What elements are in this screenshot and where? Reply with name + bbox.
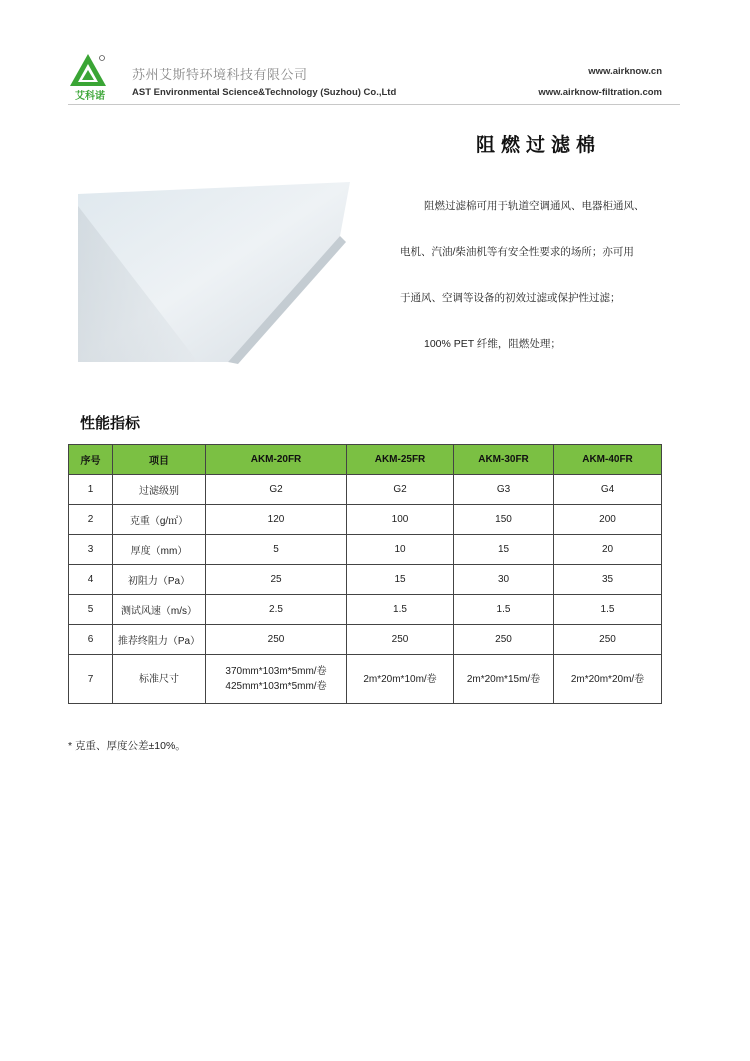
table-cell: 120 [206,505,347,535]
table-cell: 5 [206,535,347,565]
table-cell: 2.5 [206,595,347,625]
table-cell: 测试风速（m/s） [113,595,206,625]
table-cell: 标准尺寸 [113,655,206,704]
table-cell: 3 [69,535,113,565]
table-cell: G2 [206,475,347,505]
description-line: 100% PET 纤维，阻燃处理； [424,338,561,350]
table-cell: 厚度（mm） [113,535,206,565]
table-cell: 35 [554,565,662,595]
table-row [69,655,662,704]
table-cell: 7 [69,655,113,704]
header-no: 序号 [69,445,113,475]
table-cell: 200 [554,505,662,535]
table-cell: 推荐终阻力（Pa） [113,625,206,655]
table-cell: 初阻力（Pa） [113,565,206,595]
size-line: 370mm*103m*5mm/卷 [225,666,327,677]
table-cell: 克重（g/㎡） [113,505,206,535]
table-cell: 15 [347,565,454,595]
table-cell: 1.5 [347,595,454,625]
table-cell: 1.5 [554,595,662,625]
website-link-1[interactable]: www.airknow.cn [588,66,662,77]
header-akm-20fr: AKM-20FR [206,445,347,475]
header-akm-25fr: AKM-25FR [347,445,454,475]
table-cell: 25 [206,565,347,595]
table-cell: 250 [554,625,662,655]
spec-section-title: 性能指标 [80,415,141,432]
table-row [69,565,662,595]
spec-table [68,444,662,704]
table-cell: G3 [454,475,554,505]
description-line: 阻燃过滤棉可用于轨道空调通风、电器柜通风、 [424,200,645,212]
table-cell: 15 [454,535,554,565]
table-cell: 过滤级别 [113,475,206,505]
logo-text: 艾科诺 [75,91,105,102]
table-cell: 250 [454,625,554,655]
table-cell: 2m*20m*10m/卷 [347,655,454,704]
header-item: 项目 [113,445,206,475]
tolerance-note: * 克重、厚度公差±10%。 [68,740,186,752]
table-cell: 250 [347,625,454,655]
table-cell: 20 [554,535,662,565]
table-cell: 5 [69,595,113,625]
page-header [0,0,750,110]
table-cell: 10 [347,535,454,565]
table-cell: 2 [69,505,113,535]
product-title: 阻燃过滤棉 [476,135,602,156]
size-line: 425mm*103m*5mm/卷 [225,681,327,692]
table-cell: G2 [347,475,454,505]
header-divider [68,104,680,105]
table-header-row [69,445,662,475]
table-cell: 30 [454,565,554,595]
table-row [69,505,662,535]
table-cell: 6 [69,625,113,655]
description-line: 于通风、空调等设备的初效过滤或保护性过滤； [400,292,621,304]
company-name-en: AST Environmental Science&Technology (Suzhou) Co.,Ltd [132,87,397,98]
table-row [69,625,662,655]
header-akm-40fr: AKM-40FR [554,445,662,475]
table-cell: G4 [554,475,662,505]
table-cell: 1.5 [454,595,554,625]
table-cell: 4 [69,565,113,595]
table-cell: 1 [69,475,113,505]
product-description [400,183,690,367]
filter-media-image [78,176,350,364]
table-row [69,475,662,505]
description-line: 电机、汽油/柴油机等有安全性要求的场所；亦可用 [400,246,634,258]
table-cell [206,655,347,704]
table-row [69,535,662,565]
company-name-cn: 苏州艾斯特环境科技有限公司 [132,68,308,83]
table-cell: 100 [347,505,454,535]
table-cell: 2m*20m*15m/卷 [454,655,554,704]
website-link-2[interactable]: www.airknow-filtration.com [538,87,662,98]
table-cell: 2m*20m*20m/卷 [554,655,662,704]
header-akm-30fr: AKM-30FR [454,445,554,475]
table-cell: 150 [454,505,554,535]
table-cell: 250 [206,625,347,655]
table-row [69,595,662,625]
